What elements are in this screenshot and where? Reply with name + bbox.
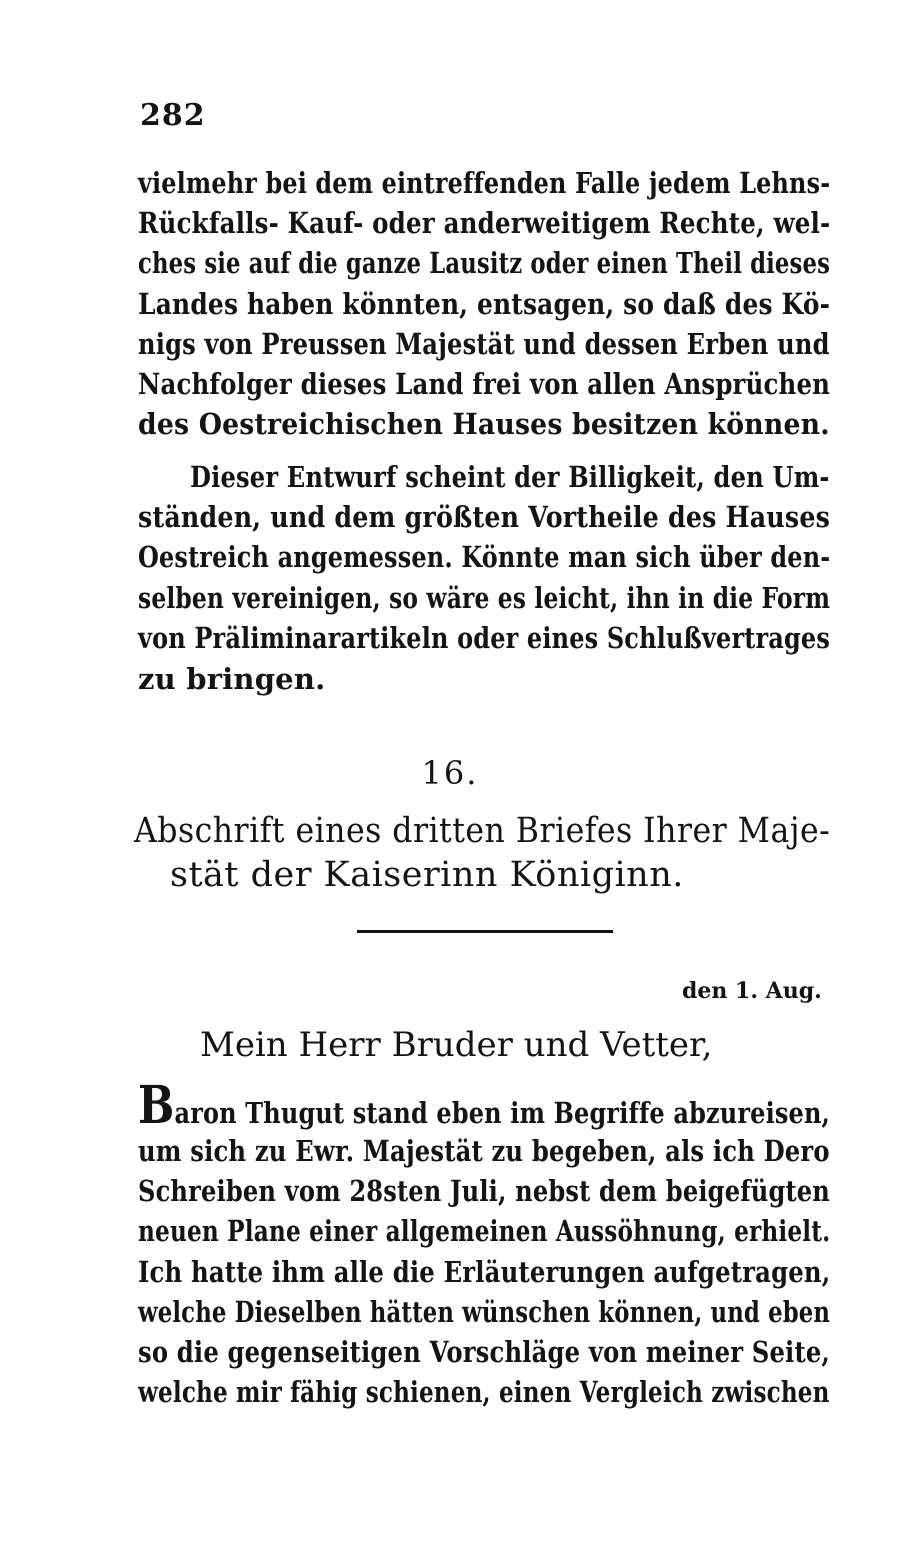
text-line: zu bringen. [138, 662, 326, 696]
text-line: ches sie auf die ganze Lausitz oder einen Theil dieses [138, 246, 831, 280]
divider-rule [357, 930, 613, 933]
text-line: von Präliminarartikeln oder eines Schlußvertrages [138, 621, 830, 655]
text-line: Landes haben könnten, entsagen, so daß des Kö- [138, 287, 831, 321]
text-line: welche Dieselben hätten wünschen können, und eben [138, 1295, 831, 1329]
text-line: Schreiben vom 28sten Juli, nebst dem beigefügten [138, 1174, 831, 1208]
text-line: neuen Plane einer allgemeinen Aussöhnung, erhielt. [138, 1214, 831, 1248]
text-line: welche mir fähig schienen, einen Vergleich zwischen [138, 1375, 830, 1409]
text-line: um sich zu Ewr. Majestät zu begeben, als ich Dero [138, 1134, 830, 1168]
text-line [138, 1075, 831, 1136]
section-heading: Abschrift eines dritten Briefes Ihrer Maje- [134, 811, 831, 851]
section-heading: stät der Kaiserinn Königinn. [170, 855, 684, 895]
text-line: Rückfalls- Kauf- oder anderweitigem Rechte, wel- [138, 206, 831, 240]
text-line: Nachfolger dieses Land frei von allen Ansprüchen [138, 367, 831, 401]
drop-cap: B [138, 1075, 175, 1136]
text-line: Oestreich angemessen. Könnte man sich über den- [138, 540, 831, 574]
text-line: nigs von Preussen Majestät und dessen Erben und [138, 327, 830, 361]
text-line: so die gegenseitigen Vorschläge von meiner Seite, [138, 1335, 831, 1369]
letter-date: den 1. Aug. [682, 978, 822, 1004]
text-line-rest: aron Thugut stand eben im Begriffe abzureisen, [174, 1096, 831, 1130]
text-line: Ich hatte ihm alle die Erläuterungen aufgetragen, [138, 1255, 831, 1289]
letter-salutation: Mein Herr Bruder und Vetter, [200, 1025, 713, 1065]
section-number: 16. [421, 754, 479, 792]
text-line: selben vereinigen, so wäre es leicht, ihn in die Form [138, 581, 831, 615]
text-line: ständen, und dem größten Vortheile des Hauses [138, 500, 831, 534]
page-number: 282 [140, 98, 206, 133]
text-line: Dieser Entwurf scheint der Billigkeit, den Um- [190, 460, 830, 494]
text-line: des Oestreichischen Hauses besitzen können. [138, 407, 830, 441]
text-line: vielmehr bei dem eintreffenden Falle jedem Lehns- [138, 166, 831, 200]
